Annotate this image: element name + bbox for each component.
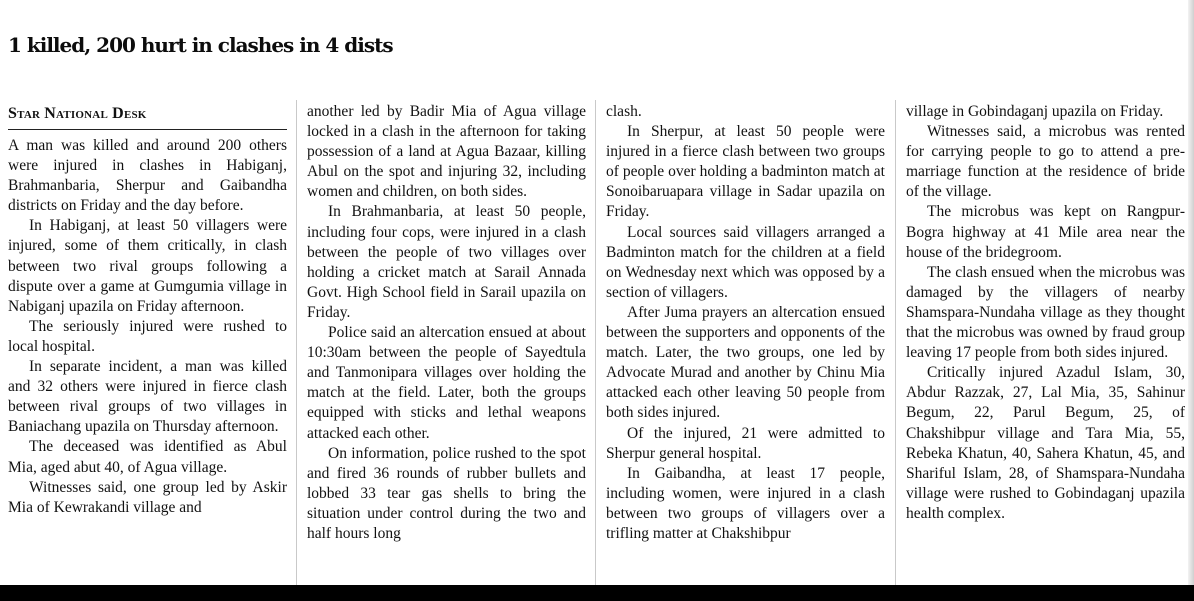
column-rule [296,100,297,586]
page-edge [1188,0,1194,601]
article-column-4 [906,102,1185,584]
paragraph: Of the injured, 21 were admitted to Sherpur general hospital. [606,424,885,462]
paragraph: The clash ensued when the microbus was damaged by the villagers of nearby Shamspara-Nundaha village as they thought that the microbus was owned by fraud group leaving 17 people from both sides injured. [906,263,1185,362]
paragraph: clash. [606,103,642,120]
article-column-2 [307,102,586,584]
paragraph: Critically injured Azadul Islam, 30, Abdur Razzak, 27, Lal Mia, 35, Sahinur Begum, 22, Parul Begum, 25, of Chakshibpur village and Tara Mia, 55, Rebeka Khatun, 40, Sahera Khatun, 45, and Shariful Islam, 28, of Shamspara-Nundaha village were rushed to Gobindaganj upazila health complex. [906,364,1185,522]
paragraph: The deceased was identified as Abul Mia, aged abut 40, of Agua village. [8,438,287,476]
column-rule [895,100,896,586]
paragraph: On information, police rushed to the spot and fired 36 rounds of rubber bullets and lobbed 33 tear gas shells to bring the situation under control during the two and half hours long [307,444,586,542]
paragraph: In separate incident, a man was killed and 32 others were injured in fierce clash between rival groups of two villages in Baniachang upazila on Thursday afternoon. [8,358,287,436]
paragraph: A man was killed and around 200 others were injured in clashes in Habiganj, Brahmanbaria, Sherpur and Gaibandha districts on Friday and the day before. [8,137,287,215]
paragraph: In Habiganj, at least 50 villagers were injured, some of them critically, in clash between two rival groups following a dispute over a game at Gumgumia village in Nabiganj upazila on Friday afternoon. [8,217,287,315]
paragraph: Witnesses said, a microbus was rented for carrying people to go to attend a pre-marriage function at the residence of bride of the village. [906,123,1185,201]
paragraph: village in Gobindaganj upazila on Friday. [906,103,1164,120]
paragraph: After Juma prayers an altercation ensued between the supporters and opponents of the match. Later, the two groups, one led by Advocate Murad and another by Chinu Mia attacked each other leaving 50 people from both sides injured. [606,303,885,422]
paragraph: Witnesses said, one group led by Askir Mia of Kewrakandi village and [8,478,287,516]
article-column-3 [606,102,885,584]
article-column-1 [8,104,287,586]
paragraph: In Gaibandha, at least 17 people, including women, were injured in a clash between two groups of villagers over a trifling matter at Chakshibpur [606,464,885,542]
bottom-bar [0,585,1194,601]
paragraph: another led by Badir Mia of Agua village locked in a clash in the afternoon for taking possession of a land at Agua Bazaar, killing Abul on the spot and injuring 32, including women and children, on both sides. [307,103,586,201]
byline: Star National Desk [8,104,287,130]
paragraph: In Sherpur, at least 50 people were injured in a fierce clash between two groups of people over holding a badminton match at Sonoibaruapara village in Sadar upazila on Friday. [606,123,885,221]
column-rule [595,100,596,586]
paragraph: Police said an altercation ensued at about 10:30am between the people of Sayedtula and Tanmonipara villages over holding the match at the field. Later, both the groups equipped with sticks and lethal weapons attacked each other. [307,324,586,442]
paragraph: The seriously injured were rushed to local hospital. [8,317,287,355]
paragraph: The microbus was kept on Rangpur-Bogra highway at 41 Mile area near the house of the bridegroom. [906,203,1185,261]
paragraph: Local sources said villagers arranged a Badminton match for the children at a field on Wednesday next which was opposed by a section of villagers. [606,223,885,301]
headline: 1 killed, 200 hurt in clashes in 4 dists [8,33,393,57]
paragraph: In Brahmanbaria, at least 50 people, including four cops, were injured in a clash between the people of two villages over holding a cricket match at Sarail Annada Govt. High School field in Sarail upazila on Friday. [307,203,586,321]
